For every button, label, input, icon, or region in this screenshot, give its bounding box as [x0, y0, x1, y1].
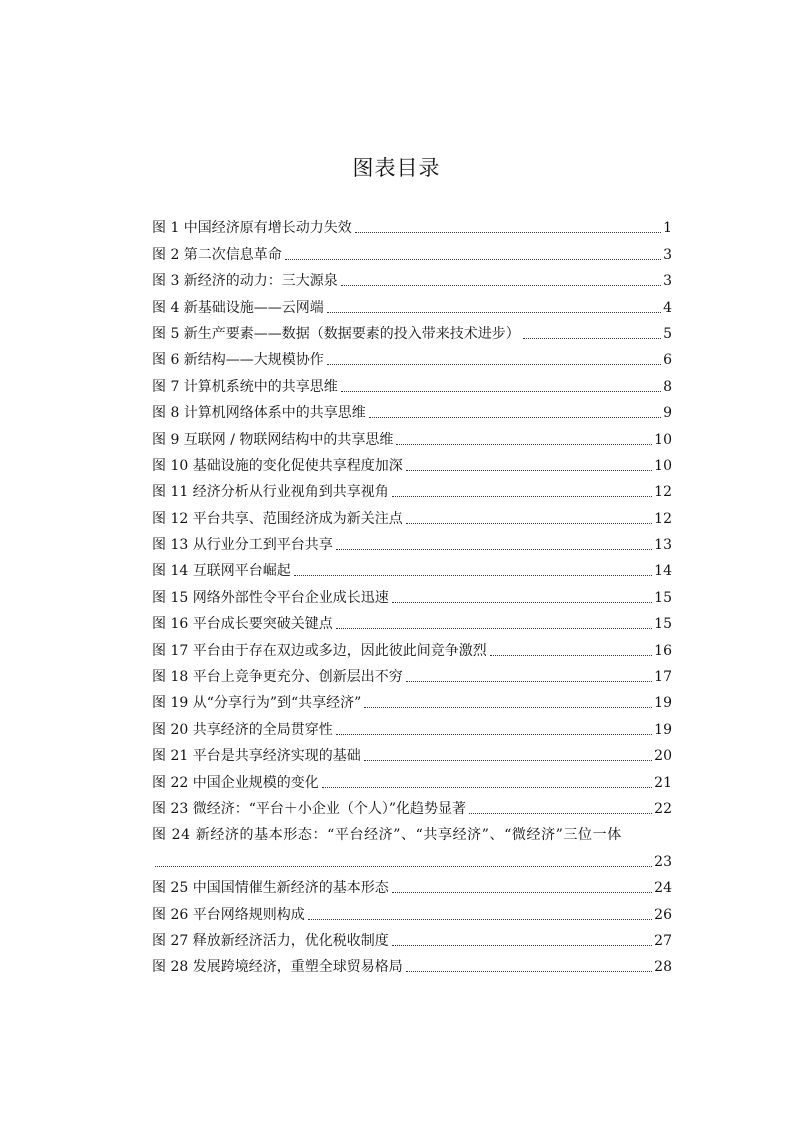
toc-entry-label: 图 2 第二次信息革命 [152, 246, 282, 263]
toc-entry-page: 19 [654, 695, 672, 712]
toc-entry-label: 图 12 平台共享、范围经济成为新关注点 [152, 510, 403, 527]
toc-entry[interactable] [152, 608, 672, 634]
dot-leader [327, 364, 661, 365]
dot-leader [364, 707, 652, 708]
toc-entry[interactable] [152, 713, 672, 739]
toc-entry-page: 28 [654, 959, 672, 976]
toc-entry-page: 24 [654, 880, 672, 897]
toc-entry-page: 1 [663, 220, 672, 237]
toc-entry-label: 图 3 新经济的动力：三大源泉 [152, 273, 338, 290]
toc-entry-label: 图 17 平台由于存在双边或多边，因此彼此间竞争激烈 [152, 642, 487, 659]
toc-entry-label: 图 8 计算机网络体系中的共享思维 [152, 405, 366, 422]
figure-list [152, 212, 672, 977]
toc-entry[interactable] [152, 925, 672, 951]
toc-entry[interactable] [152, 634, 672, 660]
toc-entry[interactable] [152, 344, 672, 370]
toc-entry-page: 15 [654, 616, 672, 633]
toc-entry-page: 16 [654, 642, 672, 659]
toc-entry[interactable] [152, 212, 672, 238]
toc-entry[interactable] [152, 872, 672, 898]
toc-entry-label: 图 11 经济分析从行业视角到共享视角 [152, 484, 389, 501]
toc-entry[interactable] [152, 687, 672, 713]
toc-entry[interactable] [152, 819, 672, 872]
toc-entry-page: 15 [654, 589, 672, 606]
dot-leader [392, 496, 652, 497]
dot-leader [406, 971, 652, 972]
dot-leader [406, 681, 652, 682]
toc-entry-label: 图 7 计算机系统中的共享思维 [152, 378, 338, 395]
toc-entry-label: 图 9 互联网 / 物联网结构中的共享思维 [152, 431, 394, 448]
toc-entry-page: 10 [654, 457, 672, 474]
toc-entry[interactable] [152, 766, 672, 792]
dot-leader [392, 892, 652, 893]
toc-entry-label: 图 20 共享经济的全局贯穿性 [152, 721, 333, 738]
toc-entry-label: 图 24 新经济的基本形态：“平台经济”、“共享经济”、“微经济”三位一体 [152, 827, 622, 844]
toc-entry[interactable] [152, 238, 672, 264]
toc-entry-page: 17 [654, 669, 672, 686]
toc-entry[interactable] [152, 555, 672, 581]
toc-entry-label: 图 5 新生产要素——数据（数据要素的投入带来技术进步） [152, 325, 520, 342]
toc-entry[interactable] [152, 318, 672, 344]
dot-leader [336, 628, 652, 629]
toc-entry-label: 图 28 发展跨境经济，重塑全球贸易格局 [152, 959, 403, 976]
toc-entry-label: 图 18 平台上竞争更充分、创新层出不穷 [152, 669, 403, 686]
toc-entry-page: 10 [654, 431, 672, 448]
dot-leader [322, 787, 652, 788]
toc-entry-label: 图 23 微经济：“平台＋小企业（个人）”化趋势显著 [152, 800, 467, 817]
toc-entry-page: 23 [654, 853, 672, 870]
toc-entry-page: 12 [654, 510, 672, 527]
dot-leader [336, 734, 652, 735]
toc-entry-label: 图 13 从行业分工到平台共享 [152, 537, 333, 554]
toc-entry-label: 图 27 释放新经济活力，优化税收制度 [152, 932, 389, 949]
toc-entry-page: 20 [654, 748, 672, 765]
toc-entry-page: 5 [663, 325, 672, 342]
toc-entry[interactable] [152, 502, 672, 528]
toc-entry[interactable] [152, 898, 672, 924]
toc-entry-page: 22 [654, 800, 672, 817]
toc-entry-label: 图 21 平台是共享经济实现的基础 [152, 748, 361, 765]
dot-leader [341, 391, 661, 392]
toc-entry-page: 4 [663, 299, 672, 316]
dot-leader [469, 813, 652, 814]
toc-entry[interactable] [152, 529, 672, 555]
dot-leader [406, 470, 652, 471]
toc-entry-label: 图 15 网络外部性令平台企业成长迅速 [152, 589, 389, 606]
toc-entry-label: 图 25 中国国情催生新经济的基本形态 [152, 880, 389, 897]
dot-leader [355, 232, 661, 233]
toc-entry-page: 12 [654, 484, 672, 501]
toc-entry-label: 图 4 新基础设施——云网端 [152, 299, 324, 316]
toc-entry[interactable] [152, 265, 672, 291]
dot-leader [406, 523, 652, 524]
toc-entry[interactable] [152, 291, 672, 317]
toc-entry[interactable] [152, 793, 672, 819]
toc-entry-label: 图 19 从“分享行为”到“共享经济” [152, 695, 362, 712]
toc-entry[interactable] [152, 581, 672, 607]
toc-entry-page: 19 [654, 721, 672, 738]
toc-entry[interactable] [152, 423, 672, 449]
toc-entry-page: 21 [654, 774, 672, 791]
dot-leader [336, 549, 652, 550]
dot-leader [155, 866, 652, 867]
dot-leader [396, 444, 652, 445]
toc-entry[interactable] [152, 951, 672, 977]
dot-leader [327, 312, 661, 313]
toc-entry[interactable] [152, 476, 672, 502]
toc-entry-page: 13 [654, 537, 672, 554]
dot-leader [364, 760, 652, 761]
toc-entry-label: 图 6 新结构——大规模协作 [152, 352, 324, 369]
toc-entry[interactable] [152, 370, 672, 396]
toc-entry-label: 图 16 平台成长要突破关键点 [152, 616, 333, 633]
toc-entry-page: 3 [663, 273, 672, 290]
dot-leader [392, 602, 652, 603]
dot-leader [285, 259, 661, 260]
toc-entry-label: 图 1 中国经济原有增长动力失效 [152, 220, 352, 237]
dot-leader [523, 338, 661, 339]
dot-leader [392, 945, 652, 946]
toc-entry[interactable] [152, 450, 672, 476]
toc-entry-page: 27 [654, 932, 672, 949]
toc-entry-page: 26 [654, 906, 672, 923]
toc-entry-page: 6 [663, 352, 672, 369]
toc-entry-page: 8 [663, 378, 672, 395]
toc-entry[interactable] [152, 397, 672, 423]
dot-leader [341, 285, 661, 286]
toc-entry[interactable] [152, 661, 672, 687]
dot-leader [308, 919, 652, 920]
toc-entry-page: 9 [663, 405, 672, 422]
toc-entry[interactable] [152, 740, 672, 766]
toc-entry-page: 14 [654, 563, 672, 580]
dot-leader [490, 655, 652, 656]
toc-entry-page: 3 [663, 246, 672, 263]
toc-entry-label: 图 10 基础设施的变化促使共享程度加深 [152, 457, 403, 474]
toc-entry-label: 图 26 平台网络规则构成 [152, 906, 305, 923]
toc-entry-label: 图 22 中国企业规模的变化 [152, 774, 319, 791]
dot-leader [369, 417, 661, 418]
dot-leader [294, 575, 652, 576]
toc-entry-label: 图 14 互联网平台崛起 [152, 563, 291, 580]
page-title: 图表目录 [352, 156, 441, 180]
